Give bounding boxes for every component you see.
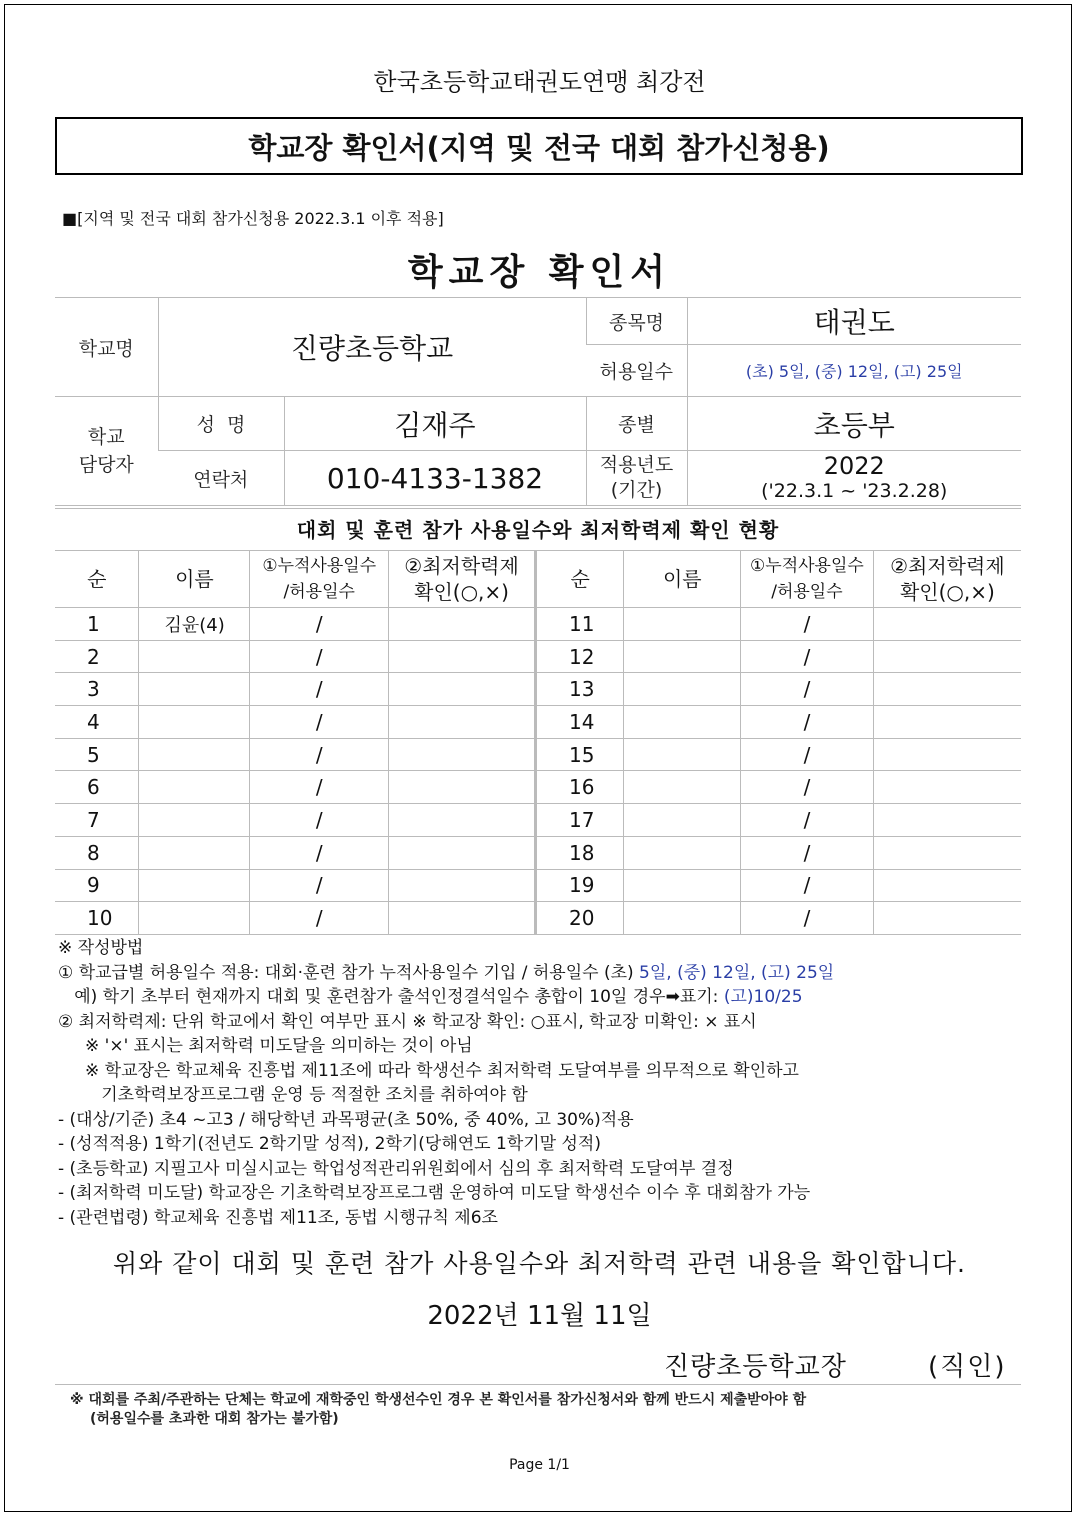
- row-check: [389, 771, 535, 804]
- note-line: ※ '×' 표시는 최저학력 미도달을 의미하는 것이 아님: [58, 1036, 473, 1056]
- table-row: [536, 706, 1021, 739]
- row-check: [389, 836, 535, 869]
- confirmation-statement: 위와 같이 대회 및 훈련 참가 사용일수와 최저학력 관련 내용을 확인합니다.: [113, 1249, 966, 1278]
- official-seal-label: (직인): [928, 1352, 1007, 1382]
- row-number: 5: [55, 738, 139, 771]
- col-no-header: 순: [55, 551, 139, 608]
- document-heading: 학교장 확인서: [407, 252, 672, 293]
- row-check: [873, 738, 1021, 771]
- row-number: 17: [536, 804, 624, 837]
- school-name-label: 학교명: [55, 298, 158, 397]
- footnote-line: ※ 대회를 주최/주관하는 단체는 학교에 재학중인 학생선수인 경우 본 확인서를 참가신청서와 함께 반드시 제출받아야 함: [70, 1392, 807, 1408]
- row-days: /: [250, 836, 389, 869]
- col-no-header: 순: [536, 551, 624, 608]
- col-name-header: 이름: [624, 551, 741, 608]
- sport-label: 종목명: [586, 298, 687, 345]
- row-check: [873, 869, 1021, 902]
- table-row: [536, 869, 1021, 902]
- note-line: 기초학력보장프로그램 운영 등 적절한 조치를 취하여야 함: [58, 1085, 528, 1105]
- organization-title: 한국초등학교태권도연맹 최강전: [373, 68, 706, 96]
- school-name-value: 진량초등학교: [158, 298, 586, 397]
- table-row: [55, 673, 535, 706]
- row-days: /: [741, 771, 874, 804]
- note-line: - (최저학력 미도달) 학교장은 기초학력보장프로그램 운영하여 미도달 학생선수 이수 후 대회참가 가능: [58, 1183, 811, 1203]
- row-days: /: [250, 771, 389, 804]
- row-number: 4: [55, 706, 139, 739]
- row-number: 7: [55, 804, 139, 837]
- note-line: [58, 961, 834, 986]
- row-days: /: [741, 706, 874, 739]
- writing-instructions: [58, 936, 834, 1230]
- row-name: [624, 902, 741, 935]
- row-name: [139, 673, 250, 706]
- table-row: [55, 804, 535, 837]
- row-check: [873, 608, 1021, 641]
- table-row: [55, 836, 535, 869]
- table-row: [55, 771, 535, 804]
- note-line: ② 최저학력제: 단위 학교에서 확인 여부만 표시 ※ 학교장 확인: ○표시, 학교장 미확인: × 표시: [58, 1011, 757, 1032]
- notes-title: ※ 작성방법: [58, 938, 144, 958]
- row-check: [873, 836, 1021, 869]
- row-name: [139, 869, 250, 902]
- roster-table-left: [55, 550, 535, 935]
- row-number: 20: [536, 902, 624, 935]
- row-days: /: [250, 869, 389, 902]
- row-check: [389, 706, 535, 739]
- division-value: 초등부: [687, 397, 1021, 451]
- boxed-document-title: 학교장 확인서(지역 및 전국 대회 참가신청용): [55, 117, 1023, 175]
- table-row: [536, 771, 1021, 804]
- row-name: [139, 706, 250, 739]
- note-text: ① 학교급별 허용일수 적용: 대회·훈련 참가 누적사용일수 기입 / 허용일수 (초): [58, 962, 640, 983]
- applicable-period-value: ('22.3.1 ~ '23.2.28): [761, 480, 948, 502]
- row-name: [624, 640, 741, 673]
- sport-value: 태권도: [687, 298, 1021, 345]
- note-line: - (초등학교) 지필고사 미실시교는 학업성적관리위원회에서 심의 후 최저학력 도달여부 결정: [58, 1158, 734, 1179]
- row-name: [139, 771, 250, 804]
- row-days: /: [250, 804, 389, 837]
- row-days: /: [250, 706, 389, 739]
- row-days: /: [741, 836, 874, 869]
- table-row: [55, 608, 535, 641]
- manager-name-label: 성 명: [158, 397, 284, 451]
- row-number: 11: [536, 608, 624, 641]
- table-row: [536, 738, 1021, 771]
- row-number: 19: [536, 869, 624, 902]
- table-row: [536, 640, 1021, 673]
- row-name: [624, 804, 741, 837]
- school-manager-label: 학교 담당자: [55, 397, 158, 506]
- col-check-header: ②최저학력제 확인(○,×): [873, 551, 1021, 608]
- row-number: 10: [55, 902, 139, 935]
- row-name: [624, 771, 741, 804]
- divider: [55, 1384, 1021, 1385]
- row-number: 18: [536, 836, 624, 869]
- row-number: 14: [536, 706, 624, 739]
- manager-name-value: 김재주: [284, 397, 586, 451]
- row-number: 6: [55, 771, 139, 804]
- row-name: [139, 738, 250, 771]
- row-check: [389, 673, 535, 706]
- footnote-line: (허용일수를 초과한 대회 참가는 불가함): [90, 1411, 339, 1427]
- row-check: [389, 640, 535, 673]
- row-name: [139, 836, 250, 869]
- row-check: [873, 771, 1021, 804]
- row-name: [624, 836, 741, 869]
- footnote: [70, 1391, 806, 1429]
- row-days: /: [250, 673, 389, 706]
- note-example-value: (고)10/25: [723, 987, 803, 1007]
- note-allowed-days: 5일, (중) 12일, (고) 25일: [639, 962, 835, 983]
- division-label: 종별: [586, 397, 687, 451]
- row-number: 15: [536, 738, 624, 771]
- section-title: 대회 및 훈련 참가 사용일수와 최저학력제 확인 현황: [55, 508, 1021, 551]
- col-name-header: 이름: [139, 551, 250, 608]
- note-line: - (성적적용) 1학기(전년도 2학기말 성적), 2학기(당해연도 1학기말 성적): [58, 1134, 601, 1154]
- row-name: [624, 706, 741, 739]
- table-row: [55, 869, 535, 902]
- contact-label: 연락처: [158, 451, 284, 506]
- note-line: - (대상/기준) 초4 ~고3 / 해당학년 과목평균(초 50%, 중 40%, 고 30%)적용: [58, 1109, 634, 1130]
- row-number: 3: [55, 673, 139, 706]
- note-line: ※ 학교장은 학교체육 진흥법 제11조에 따라 학생선수 최저학력 도달여부를 의무적으로 확인하고: [58, 1060, 799, 1081]
- table-row: [55, 706, 535, 739]
- table-row: [536, 902, 1021, 935]
- roster-table-right: [535, 550, 1021, 935]
- note-line: [58, 985, 834, 1010]
- row-check: [873, 706, 1021, 739]
- contact-value: 010-4133-1382: [284, 451, 586, 506]
- row-number: 12: [536, 640, 624, 673]
- table-row: [536, 836, 1021, 869]
- row-check: [389, 738, 535, 771]
- col-days-header: ①누적사용일수 /허용일수: [741, 551, 874, 608]
- row-name: [139, 804, 250, 837]
- row-number: 9: [55, 869, 139, 902]
- row-number: 2: [55, 640, 139, 673]
- row-days: /: [741, 673, 874, 706]
- principal-title: 진량초등학교장: [664, 1352, 847, 1382]
- applicable-year-label: 적용년도 (기간): [586, 451, 687, 506]
- applicable-year-value: 2022: [823, 452, 885, 480]
- col-check-header: ②최저학력제 확인(○,×): [389, 551, 535, 608]
- allowed-days-label: 허용일수: [586, 345, 687, 397]
- row-check: [873, 804, 1021, 837]
- note-line: - (관련법령) 학교체육 진흥법 제11조, 동법 시행규칙 제6조: [58, 1207, 498, 1228]
- table-row: [55, 738, 535, 771]
- row-days: /: [741, 640, 874, 673]
- row-number: 1: [55, 608, 139, 641]
- row-name: [624, 608, 741, 641]
- row-number: 13: [536, 673, 624, 706]
- row-days: /: [741, 902, 874, 935]
- row-days: /: [250, 640, 389, 673]
- applicability-note: ■[지역 및 전국 대회 참가신청용 2022.3.1 이후 적용]: [62, 209, 444, 228]
- row-name: [624, 869, 741, 902]
- allowed-days-value: (초) 5일, (중) 12일, (고) 25일: [687, 345, 1021, 397]
- row-number: 8: [55, 836, 139, 869]
- row-days: /: [741, 608, 874, 641]
- row-number: 16: [536, 771, 624, 804]
- table-row: [55, 902, 535, 935]
- row-check: [389, 608, 535, 641]
- row-check: [389, 804, 535, 837]
- col-days-header: ①누적사용일수 /허용일수: [250, 551, 389, 608]
- row-days: /: [250, 608, 389, 641]
- row-name: 김윤(4): [139, 608, 250, 641]
- row-name: [139, 902, 250, 935]
- table-row: [536, 673, 1021, 706]
- row-days: /: [250, 738, 389, 771]
- table-row: [536, 608, 1021, 641]
- note-text: 예) 학기 초부터 현재까지 대회 및 훈련참가 출석인정결석일수 총합이 10일 경우➡표기:: [58, 987, 724, 1007]
- row-name: [624, 673, 741, 706]
- row-days: /: [741, 738, 874, 771]
- issue-date: 2022년 11월 11일: [427, 1301, 652, 1331]
- row-check: [873, 673, 1021, 706]
- row-days: /: [741, 869, 874, 902]
- row-name: [624, 738, 741, 771]
- table-row: [536, 804, 1021, 837]
- page-number: Page 1/1: [509, 1457, 570, 1473]
- table-row: [55, 640, 535, 673]
- row-name: [139, 640, 250, 673]
- school-info-table: [55, 297, 1021, 506]
- row-check: [873, 902, 1021, 935]
- row-days: /: [741, 804, 874, 837]
- row-check: [389, 902, 535, 935]
- row-days: /: [250, 902, 389, 935]
- applicable-year-cell: [687, 451, 1021, 506]
- row-check: [389, 869, 535, 902]
- row-check: [873, 640, 1021, 673]
